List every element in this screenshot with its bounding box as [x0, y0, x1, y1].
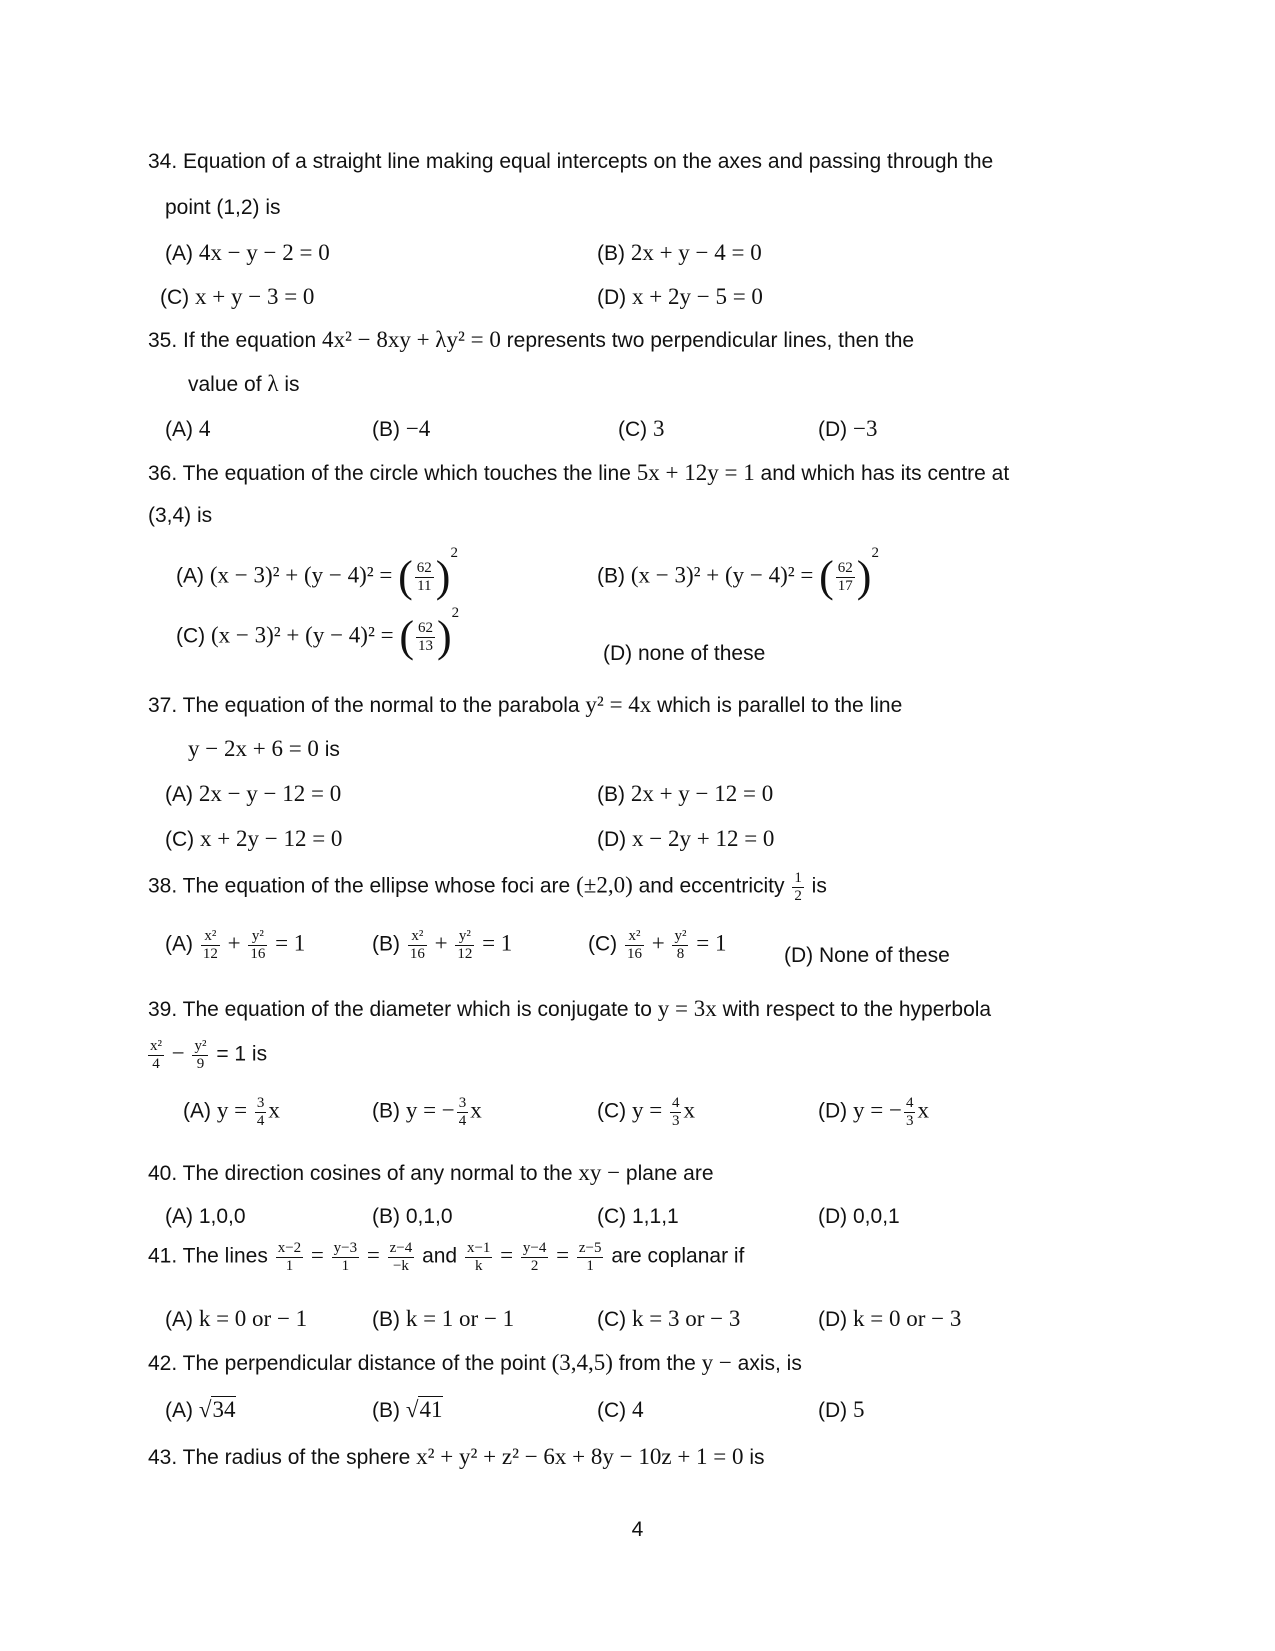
question-41-stem: 41. The lines $\frac{x-2}{1}$ = $\frac{y-3}{1}$ = $\frac{z-4}{-k}$ and $\frac{x-1}{k}$ = $\frac{y-4}{2}$ = $\frac{z-5}{1}$ are coplanar if [148, 1240, 745, 1274]
q42-option-d: (D) 5 [818, 1397, 865, 1422]
q41-option-a: (A) k = 0 or − 1 [165, 1306, 308, 1331]
q38-option-a: (A) $\frac{\text{x²}}{12}$ + $\frac{\text{y²}}{16}$ = 1 [165, 928, 306, 962]
q36-option-c: (C) (x − 3)² + (y − 4)² = ( $\frac{62}{13}$ )$^2$ [176, 605, 460, 661]
question-37-stem: 37. The equation of the normal to the parabola y² = 4x which is parallel to the line [148, 692, 903, 717]
q37-option-d: (D) x − 2y + 12 = 0 [597, 826, 775, 851]
question-38-stem: 38. The equation of the ellipse whose foci are (±2,0) and eccentricity $\frac{1}{2}$ is [148, 870, 827, 904]
q40-option-a: (A) 1,0,0 [165, 1205, 246, 1228]
q35-option-b: (B) −4 [372, 416, 431, 441]
question-36-stem-line2: (3,4) is [148, 504, 213, 527]
question-42-stem: 42. The perpendicular distance of the point (3,4,5) from the y − axis, is [148, 1350, 802, 1375]
q38-option-b: (B) $\frac{\text{x²}}{16}$ + $\frac{\text{y²}}{12}$ = 1 [372, 928, 513, 962]
q39-option-c: (C) y = $\frac{4}{3}$ x [597, 1095, 695, 1129]
q35-option-a: (A) 4 [165, 416, 211, 441]
question-39-stem-line2: $\frac{\text{x²}}{4}$ − $\frac{\text{y²}}{9}$ = 1 is [150, 1038, 268, 1072]
q34-option-d: (D) x + 2y − 5 = 0 [597, 284, 763, 309]
q34-option-c: (C) x + y − 3 = 0 [160, 284, 315, 309]
q41-option-b: (B) k = 1 or − 1 [372, 1306, 515, 1331]
q40-option-d: (D) 0,0,1 [818, 1205, 900, 1228]
q39-option-b: (B) y = − $\frac{3}{4}$ x [372, 1095, 482, 1129]
q36-option-b: (B) (x − 3)² + (y − 4)² = ( $\frac{62}{17}$ )$^2$ [597, 545, 879, 601]
q40-option-b: (B) 0,1,0 [372, 1205, 453, 1228]
q38-option-d: (D) None of these [784, 944, 950, 967]
q40-option-c: (C) 1,1,1 [597, 1205, 679, 1228]
question-39-stem: 39. The equation of the diameter which is conjugate to y = 3x with respect to the hyperbola [148, 996, 992, 1021]
q37-option-c: (C) x + 2y − 12 = 0 [165, 826, 343, 851]
question-35-stem: 35. If the equation 4x² − 8xy + λy² = 0 represents two perpendicular lines, then the [148, 327, 915, 352]
q35-option-d: (D) −3 [818, 416, 878, 441]
question-36-stem: 36. The equation of the circle which touches the line 5x + 12y = 1 and which has its centre at [148, 460, 1010, 485]
question-34-stem: 34. Equation of a straight line making equal intercepts on the axes and passing through the [148, 150, 994, 173]
question-37-stem-line2: y − 2x + 6 = 0 is [188, 736, 340, 761]
q42-option-b: (B) √41 [372, 1397, 443, 1422]
q35-option-c: (C) 3 [618, 416, 665, 441]
question-34-stem-line2: point (1,2) is [165, 196, 281, 219]
q38-option-c: (C) $\frac{\text{x²}}{16}$ + $\frac{\text{y²}}{8}$ = 1 [588, 928, 727, 962]
q41-option-c: (C) k = 3 or − 3 [597, 1306, 741, 1331]
q41-option-d: (D) k = 0 or − 3 [818, 1306, 962, 1331]
question-35-stem-line2: value of λ is [188, 371, 300, 396]
q39-option-d: (D) y = − $\frac{4}{3}$ x [818, 1095, 929, 1129]
q34-option-a: (A) 4x − y − 2 = 0 [165, 240, 330, 265]
q37-option-b: (B) 2x + y − 12 = 0 [597, 781, 774, 806]
q36-option-d: (D) none of these [603, 642, 766, 665]
q34-option-b: (B) 2x + y − 4 = 0 [597, 240, 762, 265]
q39-option-a: (A) y = $\frac{3}{4}$ x [183, 1095, 280, 1129]
question-43-stem: 43. The radius of the sphere x² + y² + z² − 6x + 8y − 10z + 1 = 0 is [148, 1444, 765, 1469]
q42-option-a: (A) √34 [165, 1397, 236, 1422]
q36-option-a: (A) (x − 3)² + (y − 4)² = ( $\frac{62}{11}$ )$^2$ [176, 545, 458, 601]
q37-option-a: (A) 2x − y − 12 = 0 [165, 781, 342, 806]
question-40-stem: 40. The direction cosines of any normal to the xy − plane are [148, 1160, 714, 1185]
q42-option-c: (C) 4 [597, 1397, 644, 1422]
page-number: 4 [631, 1518, 644, 1541]
